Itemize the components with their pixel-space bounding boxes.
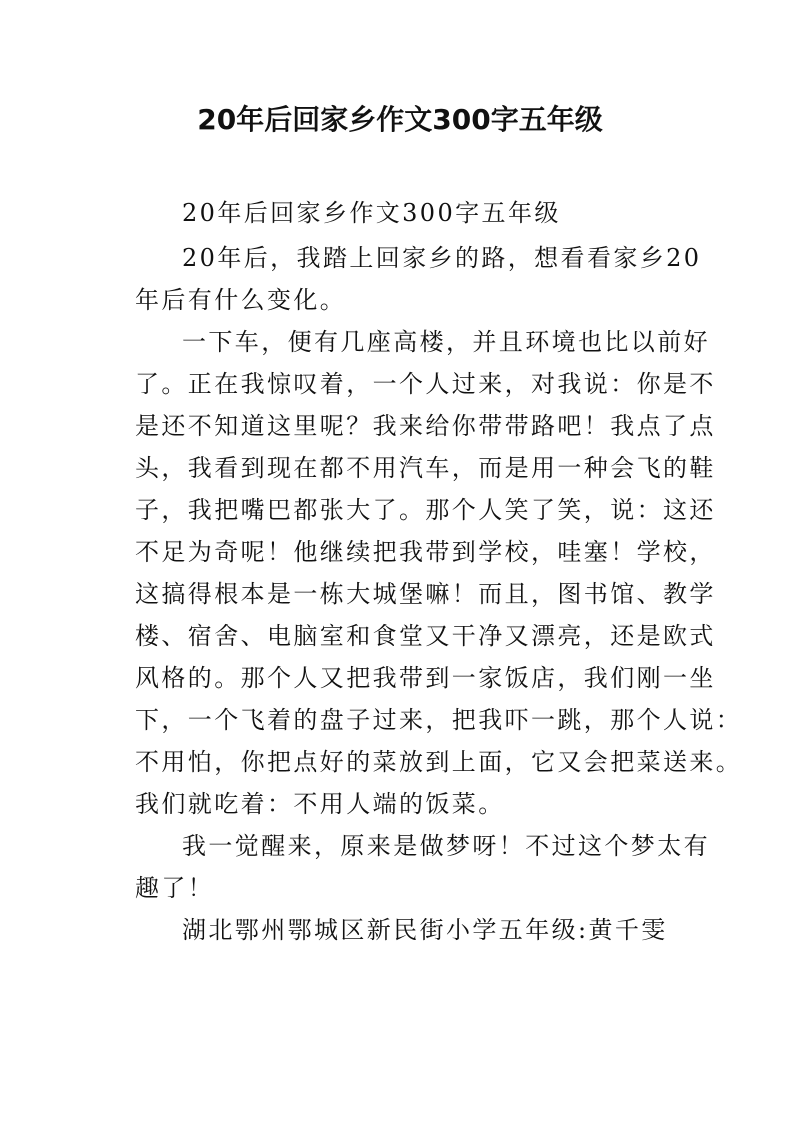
paragraph-4-line-2: 趣了！: [135, 874, 215, 902]
paragraph-3-line-4: 头，我看到现在都不用汽车，而是用一种会飞的鞋: [135, 454, 716, 482]
paragraph-3-line-5: 子，我把嘴巴都张大了。那个人笑了笑，说：这还: [135, 496, 716, 524]
paragraph-3-line-1: 一下车，便有几座高楼，并且环境也比以前好: [182, 328, 710, 356]
paragraph-2-line-1: 20年后，我踏上回家乡的路，想看看家乡20: [182, 244, 702, 272]
paragraph-3-line-10: 下，一个飞着的盘子过来，把我吓一跳，那个人说：: [135, 706, 743, 734]
paragraph-1-line-1: 20年后回家乡作文300字五年级: [182, 199, 561, 227]
paragraph-2-line-2: 年后有什么变化。: [135, 286, 347, 314]
author-line: 湖北鄂州鄂城区新民街小学五年级:黄千雯: [182, 916, 668, 944]
paragraph-4-line-1: 我一觉醒来，原来是做梦呀！不过这个梦太有: [182, 832, 710, 860]
paragraph-3-line-12: 我们就吃着：不用人端的饭菜。: [135, 790, 505, 818]
paragraph-3-line-2: 了。正在我惊叹着，一个人过来，对我说：你是不: [135, 370, 716, 398]
paragraph-3-line-7: 这搞得根本是一栋大城堡嘛！而且，图书馆、教学: [135, 580, 716, 608]
paragraph-3-line-6: 不足为奇呢！他继续把我带到学校，哇塞！学校，: [135, 538, 716, 566]
paragraph-3-line-11: 不用怕，你把点好的菜放到上面，它又会把菜送来。: [135, 748, 743, 776]
document-title: 20年后回家乡作文300字五年级: [197, 103, 603, 136]
paragraph-3-line-8: 楼、宿舍、电脑室和食堂又干净又漂亮，还是欧式: [135, 622, 716, 650]
paragraph-3-line-3: 是还不知道这里呢？我来给你带带路吧！我点了点: [135, 412, 716, 440]
paragraph-3-line-9: 风格的。那个人又把我带到一家饭店，我们刚一坐: [135, 664, 716, 692]
